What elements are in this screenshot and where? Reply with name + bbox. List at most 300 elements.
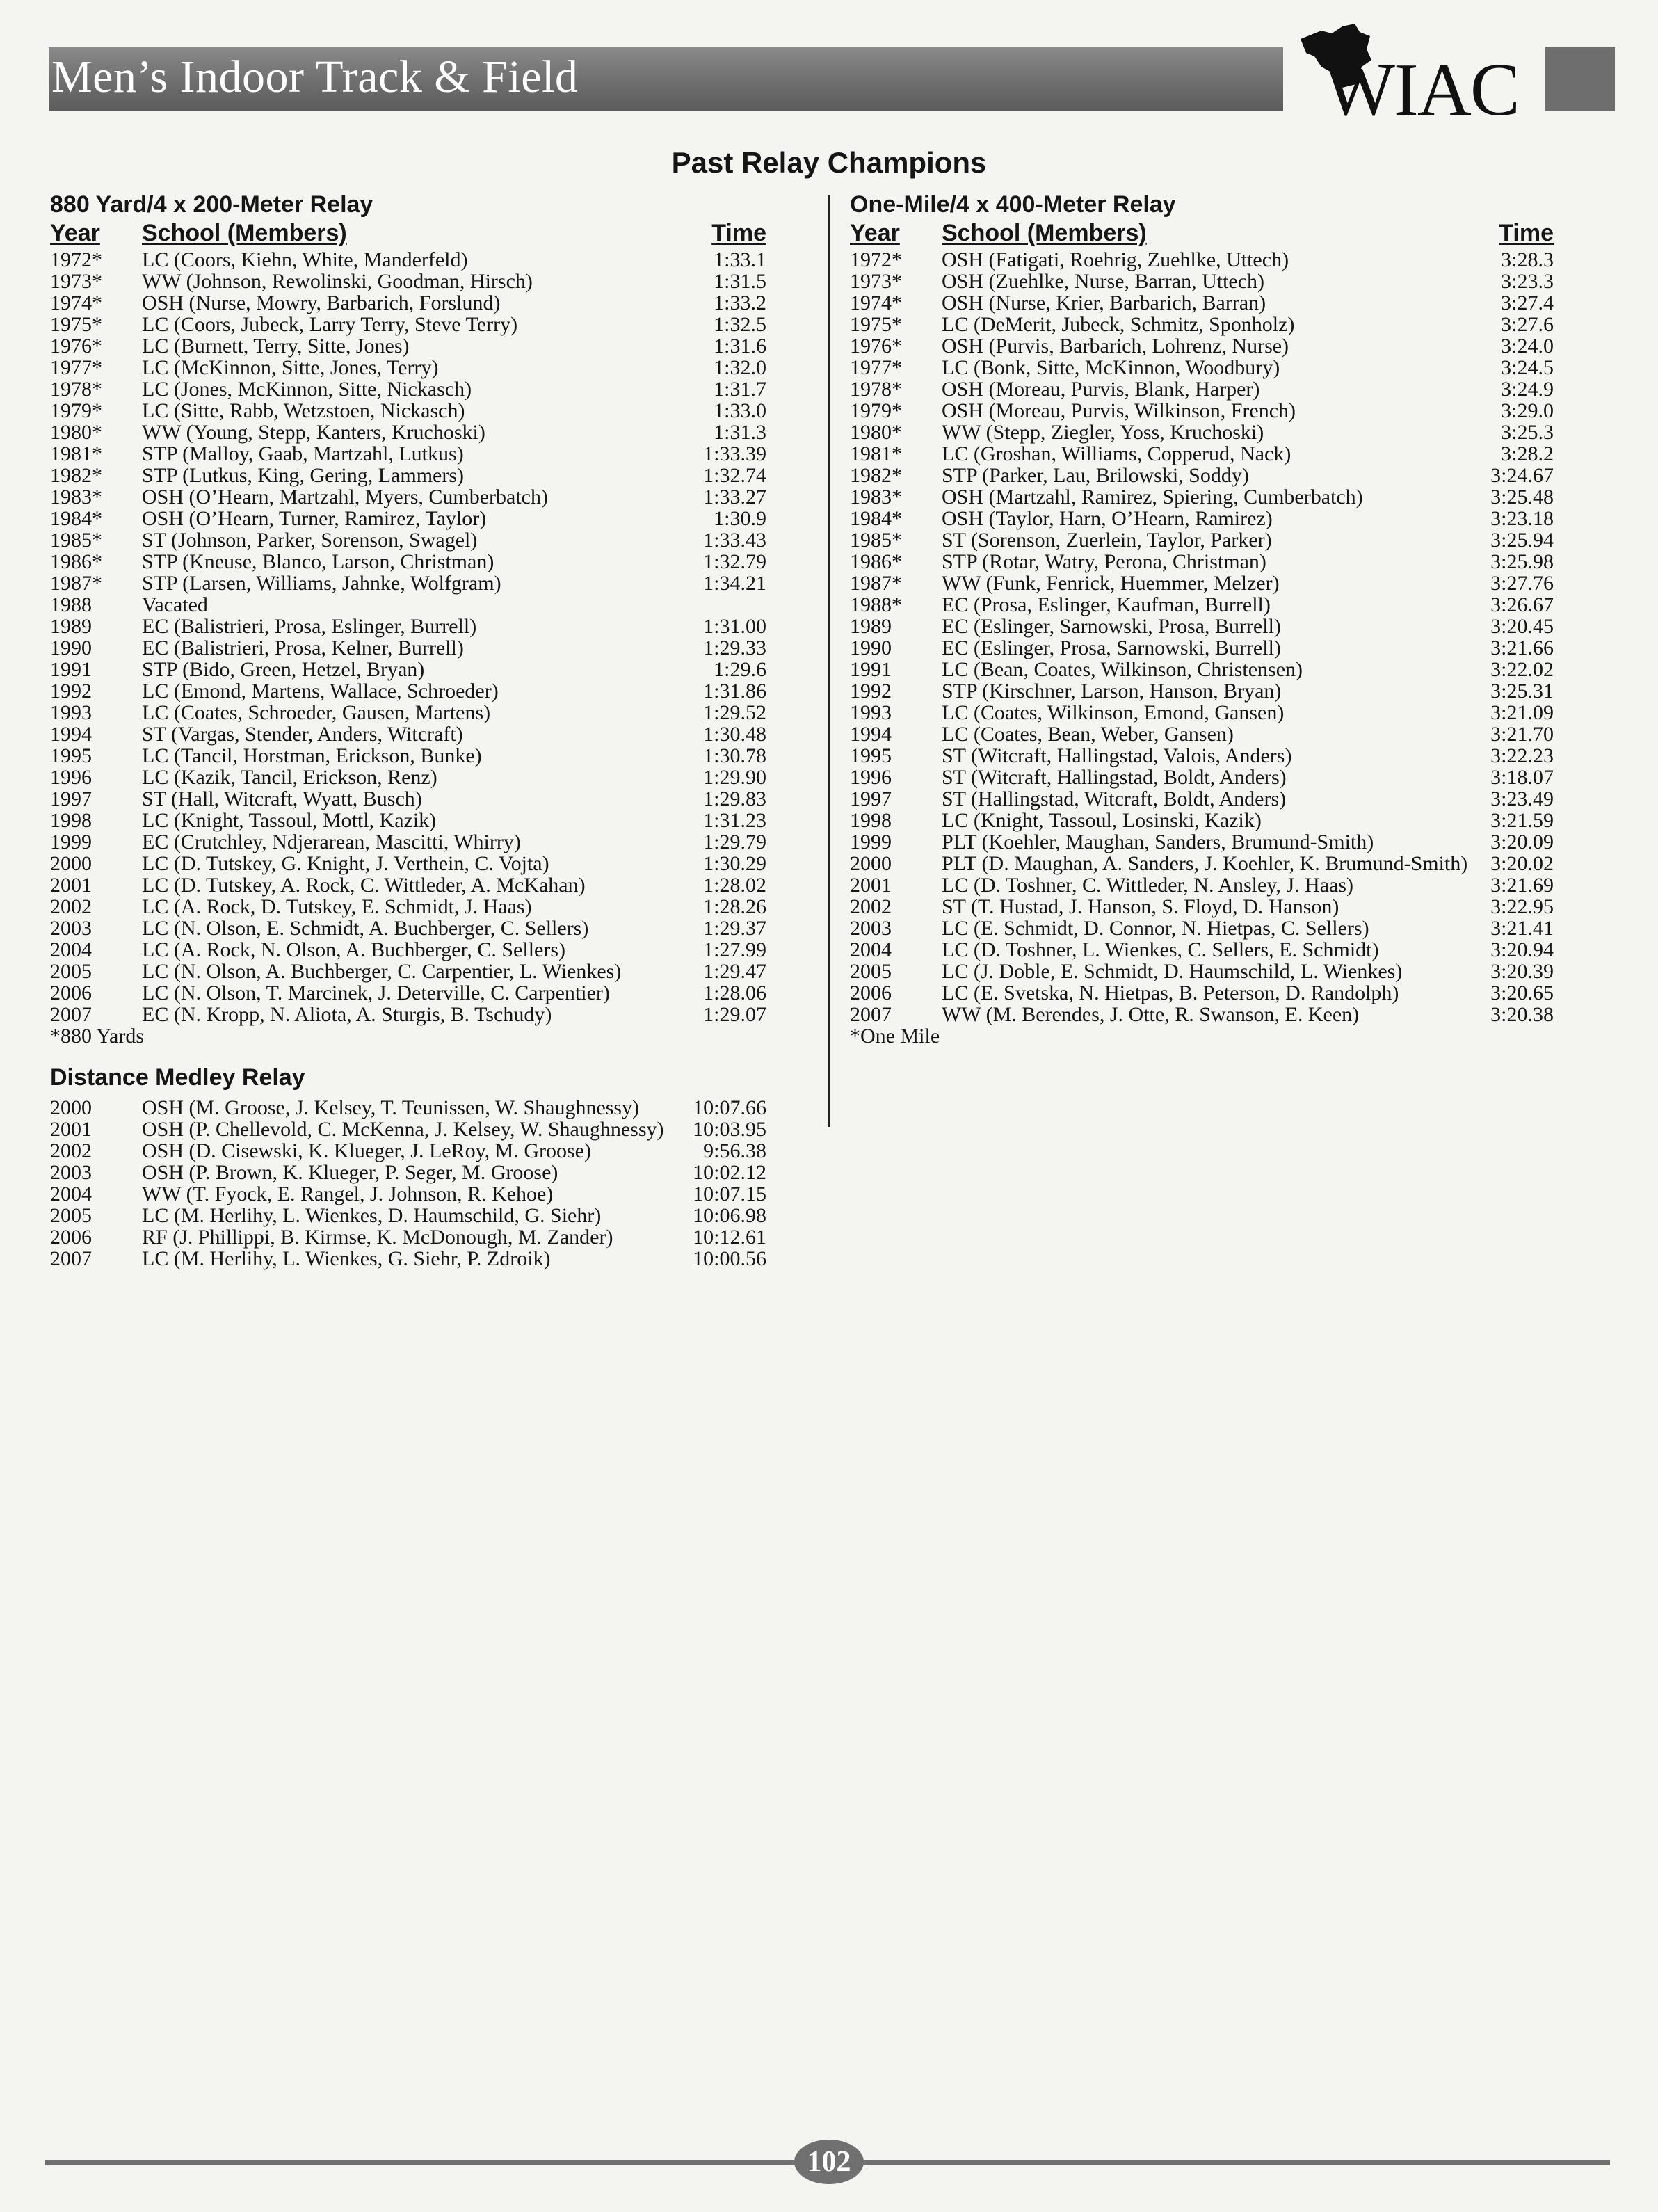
row-time: 1:29.90 — [703, 766, 766, 789]
row-school: LC (Emond, Martens, Wallace, Schroeder) — [142, 680, 499, 703]
row-school: EC (Prosa, Eslinger, Kaufman, Burrell) — [942, 593, 1271, 616]
row-year: 1976* — [850, 335, 902, 358]
footnote-200: *880 Yards — [50, 1025, 145, 1048]
row-school: LC (McKinnon, Sitte, Jones, Terry) — [142, 356, 439, 379]
row-year: 2006 — [50, 1226, 92, 1249]
row-year: 1988* — [850, 593, 902, 616]
row-time: 3:20.45 — [1490, 615, 1554, 638]
row-time: 1:31.23 — [703, 809, 766, 832]
row-year: 2002 — [50, 895, 92, 918]
row-year: 2005 — [50, 1204, 92, 1227]
row-year: 1991 — [850, 658, 892, 681]
row-time: 3:26.67 — [1490, 593, 1554, 616]
row-school: WW (Johnson, Rewolinski, Goodman, Hirsch) — [142, 270, 533, 293]
row-school: LC (Tancil, Horstman, Erickson, Bunke) — [142, 744, 482, 767]
table-row — [50, 572, 766, 594]
table-row — [50, 896, 766, 917]
row-school: WW (Young, Stepp, Kanters, Kruchoski) — [142, 421, 485, 444]
table-row — [850, 659, 1554, 680]
row-time: 1:33.27 — [703, 486, 766, 508]
table-row — [50, 335, 766, 357]
table-row — [50, 551, 766, 572]
row-year: 1984* — [850, 507, 902, 530]
row-school: LC (D. Toshner, C. Wittleder, N. Ansley, J. Haas) — [942, 874, 1353, 897]
row-school: ST (Witcraft, Hallingstad, Boldt, Anders) — [942, 766, 1287, 789]
row-time: 3:20.09 — [1490, 831, 1554, 853]
row-school: STP (Rotar, Watry, Perona, Christman) — [942, 550, 1266, 573]
row-time: 3:24.9 — [1501, 378, 1554, 401]
table-row — [50, 314, 766, 335]
row-time: 3:21.41 — [1490, 917, 1554, 940]
section-title-200: 880 Yard/4 x 200-Meter Relay — [50, 191, 373, 218]
row-time: 10:03.95 — [693, 1118, 766, 1141]
table-row — [850, 810, 1554, 831]
table-row — [850, 486, 1554, 508]
row-school: STP (Parker, Lau, Brilowski, Soddy) — [942, 464, 1249, 487]
row-year: 1976* — [50, 335, 102, 358]
row-year: 1997 — [50, 787, 92, 810]
row-time: 1:29.47 — [703, 960, 766, 983]
row-year: 1982* — [850, 464, 902, 487]
row-year: 2003 — [50, 1161, 92, 1184]
row-time: 1:30.48 — [703, 723, 766, 746]
table-row — [850, 508, 1554, 529]
row-school: LC (N. Olson, A. Buchberger, C. Carpentier, L. Wienkes) — [142, 960, 622, 983]
row-year: 1984* — [50, 507, 102, 530]
row-year: 1999 — [850, 831, 892, 853]
table-header-400 — [850, 220, 1554, 249]
table-row — [50, 357, 766, 378]
row-year: 2002 — [850, 895, 892, 918]
row-time: 3:25.3 — [1501, 421, 1554, 444]
table-row — [850, 314, 1554, 335]
row-time: 1:31.7 — [714, 378, 766, 401]
row-school: ST (Hall, Witcraft, Wyatt, Busch) — [142, 787, 422, 810]
row-school: ST (T. Hustad, J. Hanson, S. Floyd, D. Hanson) — [942, 895, 1339, 918]
row-year: 1981* — [50, 442, 102, 465]
row-school: WW (T. Fyock, E. Rangel, J. Johnson, R. Kehoe) — [142, 1183, 554, 1205]
row-year: 1985* — [50, 529, 102, 552]
row-year: 1981* — [850, 442, 902, 465]
row-year: 1977* — [50, 356, 102, 379]
row-time: 3:29.0 — [1501, 399, 1554, 422]
row-school: EC (Balistrieri, Prosa, Eslinger, Burrell) — [142, 615, 477, 638]
row-time: 3:25.94 — [1490, 529, 1554, 552]
row-year: 1999 — [50, 831, 92, 853]
table-row — [50, 594, 766, 616]
row-time: 1:31.6 — [714, 335, 766, 358]
row-school: OSH (Taylor, Harn, O’Hearn, Ramirez) — [942, 507, 1273, 530]
table-row — [50, 1119, 766, 1140]
row-school: OSH (Nurse, Mowry, Barbarich, Forslund) — [142, 291, 501, 314]
table-row — [850, 917, 1554, 939]
table-dmr — [50, 1097, 766, 1269]
table-row — [850, 637, 1554, 659]
row-time: 1:33.39 — [703, 442, 766, 465]
table-row — [850, 572, 1554, 594]
row-time: 3:20.65 — [1490, 981, 1554, 1004]
row-year: 2006 — [50, 981, 92, 1004]
row-school: LC (E. Svetska, N. Hietpas, B. Peterson, D. Randolph) — [942, 981, 1399, 1004]
row-school: OSH (Fatigati, Roehrig, Zuehlke, Uttech) — [942, 248, 1289, 271]
row-time: 10:00.56 — [693, 1247, 766, 1270]
row-time: 1:30.78 — [703, 744, 766, 767]
row-time: 3:23.3 — [1501, 270, 1554, 293]
table-row — [850, 249, 1554, 271]
table-row — [850, 745, 1554, 767]
table-row — [850, 357, 1554, 378]
header-time: Time — [1499, 220, 1554, 246]
row-time: 3:20.94 — [1490, 938, 1554, 961]
table-row — [850, 702, 1554, 723]
row-time: 1:30.29 — [703, 852, 766, 875]
row-school: OSH (D. Cisewski, K. Klueger, J. LeRoy, M. Groose) — [142, 1139, 591, 1162]
row-time: 10:12.61 — [693, 1226, 766, 1249]
table-row — [50, 1140, 766, 1162]
row-time: 1:33.0 — [714, 399, 766, 422]
table-row — [850, 982, 1554, 1004]
row-school: LC (D. Toshner, L. Wienkes, C. Sellers, E. Schmidt) — [942, 938, 1379, 961]
table-row — [50, 1205, 766, 1226]
row-time: 3:27.6 — [1501, 313, 1554, 336]
row-year: 1973* — [50, 270, 102, 293]
row-school: LC (DeMerit, Jubeck, Schmitz, Sponholz) — [942, 313, 1295, 336]
row-time: 3:24.5 — [1501, 356, 1554, 379]
row-school: LC (E. Schmidt, D. Connor, N. Hietpas, C. Sellers) — [942, 917, 1369, 940]
row-time: 1:30.9 — [714, 507, 766, 530]
row-year: 1983* — [50, 486, 102, 508]
table-row — [50, 982, 766, 1004]
row-time: 1:32.74 — [703, 464, 766, 487]
section-title-400: One-Mile/4 x 400-Meter Relay — [850, 191, 1176, 218]
row-year: 1974* — [850, 291, 902, 314]
row-time: 3:21.69 — [1490, 874, 1554, 897]
row-school: WW (Stepp, Ziegler, Yoss, Kruchoski) — [942, 421, 1264, 444]
right-column — [850, 189, 1554, 1047]
table-row — [50, 378, 766, 400]
table-row — [50, 939, 766, 961]
row-school: ST (Hallingstad, Witcraft, Boldt, Anders) — [942, 787, 1287, 810]
table-row — [850, 896, 1554, 917]
row-school: LC (J. Doble, E. Schmidt, D. Haumschild, L. Wienkes) — [942, 960, 1403, 983]
row-time: 1:32.79 — [703, 550, 766, 573]
table-row — [850, 292, 1554, 314]
table-row — [850, 788, 1554, 810]
row-time: 1:32.0 — [714, 356, 766, 379]
row-year: 1983* — [850, 486, 902, 508]
row-year: 1989 — [850, 615, 892, 638]
row-time: 3:23.49 — [1490, 787, 1554, 810]
table-row — [850, 422, 1554, 443]
table-row — [850, 400, 1554, 422]
table-row — [50, 1226, 766, 1248]
row-time: 1:31.3 — [714, 421, 766, 444]
table-row — [850, 465, 1554, 486]
row-school: LC (D. Tutskey, A. Rock, C. Wittleder, A. McKahan) — [142, 874, 586, 897]
table-row — [850, 680, 1554, 702]
table-row — [50, 1248, 766, 1269]
table-row — [50, 1097, 766, 1119]
table-row — [50, 788, 766, 810]
row-time: 3:20.39 — [1490, 960, 1554, 983]
row-time: 3:21.09 — [1490, 701, 1554, 724]
row-year: 1985* — [850, 529, 902, 552]
row-school: OSH (O’Hearn, Martzahl, Myers, Cumberbatch) — [142, 486, 548, 508]
row-year: 2001 — [50, 874, 92, 897]
row-time: 3:21.66 — [1490, 636, 1554, 659]
header-banner-end — [1545, 47, 1615, 111]
row-school: STP (Bido, Green, Hetzel, Bryan) — [142, 658, 425, 681]
row-school: LC (N. Olson, E. Schmidt, A. Buchberger, C. Sellers) — [142, 917, 589, 940]
row-school: LC (A. Rock, N. Olson, A. Buchberger, C. Sellers) — [142, 938, 566, 961]
row-time: 1:28.26 — [703, 895, 766, 918]
row-time: 10:07.15 — [693, 1183, 766, 1205]
row-year: 1980* — [50, 421, 102, 444]
row-time: 9:56.38 — [703, 1139, 766, 1162]
table-row — [50, 465, 766, 486]
row-year: 1986* — [50, 550, 102, 573]
row-year: 1995 — [850, 744, 892, 767]
row-year: 1973* — [850, 270, 902, 293]
row-time: 1:31.00 — [703, 615, 766, 638]
row-year: 2006 — [850, 981, 892, 1004]
page-header-title: Men’s Indoor Track & Field — [51, 51, 579, 102]
table-row — [850, 1004, 1554, 1025]
row-year: 1993 — [850, 701, 892, 724]
row-school: ST (Witcraft, Hallingstad, Valois, Anders) — [942, 744, 1292, 767]
row-year: 2007 — [850, 1003, 892, 1026]
row-school: STP (Lutkus, King, Gering, Lammers) — [142, 464, 464, 487]
row-year: 2007 — [50, 1003, 92, 1026]
row-year: 1994 — [850, 723, 892, 746]
table-row — [50, 680, 766, 702]
row-year: 1998 — [50, 809, 92, 832]
row-year: 1988 — [50, 593, 92, 616]
row-school: LC (Sitte, Rabb, Wetzstoen, Nickasch) — [142, 399, 465, 422]
section-title-dmr: Distance Medley Relay — [50, 1064, 305, 1091]
table-row — [850, 616, 1554, 637]
row-year: 1987* — [850, 572, 902, 595]
row-time: 1:33.2 — [714, 291, 766, 314]
row-year: 1977* — [850, 356, 902, 379]
row-time: 1:29.83 — [703, 787, 766, 810]
row-year: 1995 — [50, 744, 92, 767]
row-year: 2000 — [50, 852, 92, 875]
table-row — [50, 659, 766, 680]
row-year: 1979* — [50, 399, 102, 422]
table-row — [50, 917, 766, 939]
table-row — [50, 292, 766, 314]
row-time: 3:20.02 — [1490, 852, 1554, 875]
row-year: 1980* — [850, 421, 902, 444]
row-time: 1:29.07 — [703, 1003, 766, 1026]
row-year: 2000 — [50, 1096, 92, 1119]
row-school: EC (Crutchley, Ndjerarean, Mascitti, Whirry) — [142, 831, 521, 853]
row-time: 1:29.6 — [714, 658, 766, 681]
row-school: LC (Coors, Jubeck, Larry Terry, Steve Terry) — [142, 313, 518, 336]
row-school: STP (Kneuse, Blanco, Larson, Christman) — [142, 550, 494, 573]
table-row — [850, 767, 1554, 788]
row-school: EC (N. Kropp, N. Aliota, A. Sturgis, B. Tschudy) — [142, 1003, 552, 1026]
table-row — [50, 745, 766, 767]
table-row — [850, 378, 1554, 400]
table-row — [850, 853, 1554, 874]
row-time: 10:02.12 — [693, 1161, 766, 1184]
row-time: 10:07.66 — [693, 1096, 766, 1119]
row-year: 2007 — [50, 1247, 92, 1270]
table-row — [50, 702, 766, 723]
table-row — [850, 723, 1554, 745]
row-time: 1:31.5 — [714, 270, 766, 293]
row-year: 1974* — [50, 291, 102, 314]
row-school: LC (M. Herlihy, L. Wienkes, G. Siehr, P. Zdroik) — [142, 1247, 551, 1270]
row-school: LC (Coates, Wilkinson, Emond, Gansen) — [942, 701, 1285, 724]
row-year: 2001 — [50, 1118, 92, 1141]
row-year: 1991 — [50, 658, 92, 681]
logo-text: WIAC — [1324, 49, 1519, 131]
row-year: 1997 — [850, 787, 892, 810]
row-time: 3:24.67 — [1490, 464, 1554, 487]
row-school: LC (Coates, Schroeder, Gausen, Martens) — [142, 701, 491, 724]
row-year: 1972* — [850, 248, 902, 271]
left-column — [50, 189, 766, 1269]
row-time: 10:06.98 — [693, 1204, 766, 1227]
table-row — [50, 1183, 766, 1205]
row-year: 1993 — [50, 701, 92, 724]
row-school: PLT (D. Maughan, A. Sanders, J. Koehler, K. Brumund-Smith) — [942, 852, 1468, 875]
row-year: 1972* — [50, 248, 102, 271]
row-time: 3:28.3 — [1501, 248, 1554, 271]
header-year: Year — [50, 220, 100, 246]
row-year: 1990 — [50, 636, 92, 659]
row-time: 3:22.95 — [1490, 895, 1554, 918]
row-time: 3:25.31 — [1490, 680, 1554, 703]
row-time: 3:23.18 — [1490, 507, 1554, 530]
row-school: LC (D. Tutskey, G. Knight, J. Verthein, C. Vojta) — [142, 852, 549, 875]
table-row — [50, 443, 766, 465]
row-school: LC (Jones, McKinnon, Sitte, Nickasch) — [142, 378, 472, 401]
header-school: School (Members) — [942, 220, 1147, 246]
row-school: LC (Coates, Bean, Weber, Gansen) — [942, 723, 1234, 746]
row-school: OSH (Moreau, Purvis, Wilkinson, French) — [942, 399, 1296, 422]
table-row — [850, 831, 1554, 853]
row-school: STP (Larsen, Williams, Jahnke, Wolfgram) — [142, 572, 501, 595]
row-year: 2003 — [850, 917, 892, 940]
table-row — [50, 810, 766, 831]
row-year: 1975* — [50, 313, 102, 336]
table-row — [50, 422, 766, 443]
table-row — [50, 529, 766, 551]
header-time: Time — [711, 220, 766, 246]
row-school: LC (Bean, Coates, Wilkinson, Christensen) — [942, 658, 1303, 681]
row-school: WW (M. Berendes, J. Otte, R. Swanson, E. Keen) — [942, 1003, 1360, 1026]
row-year: 1987* — [50, 572, 102, 595]
row-school: PLT (Koehler, Maughan, Sanders, Brumund-Smith) — [942, 831, 1374, 853]
row-school: LC (Kazik, Tancil, Erickson, Renz) — [142, 766, 437, 789]
table-row — [850, 529, 1554, 551]
table-row — [50, 874, 766, 896]
row-time: 1:28.02 — [703, 874, 766, 897]
row-school: OSH (P. Brown, K. Klueger, P. Seger, M. Groose) — [142, 1161, 558, 1184]
row-year: 2000 — [850, 852, 892, 875]
row-year: 2004 — [850, 938, 892, 961]
row-time: 3:27.76 — [1490, 572, 1554, 595]
table-row — [50, 723, 766, 745]
row-time: 1:34.21 — [703, 572, 766, 595]
row-year: 1996 — [50, 766, 92, 789]
row-school: EC (Eslinger, Prosa, Sarnowski, Burrell) — [942, 636, 1281, 659]
row-year: 2005 — [850, 960, 892, 983]
row-time: 1:31.86 — [703, 680, 766, 703]
row-school: LC (Bonk, Sitte, McKinnon, Woodbury) — [942, 356, 1280, 379]
row-school: OSH (P. Chellevold, C. McKenna, J. Kelsey, W. Shaughnessy) — [142, 1118, 664, 1141]
row-school: ST (Johnson, Parker, Sorenson, Swagel) — [142, 529, 478, 552]
row-year: 1986* — [850, 550, 902, 573]
row-year: 1989 — [50, 615, 92, 638]
row-year: 2001 — [850, 874, 892, 897]
row-year: 1992 — [850, 680, 892, 703]
header-year: Year — [850, 220, 900, 246]
table-row — [50, 767, 766, 788]
row-time: 3:22.23 — [1490, 744, 1554, 767]
page-number: 102 — [794, 2140, 864, 2184]
table-row — [50, 249, 766, 271]
row-school: OSH (Purvis, Barbarich, Lohrenz, Nurse) — [942, 335, 1289, 358]
row-time: 1:28.06 — [703, 981, 766, 1004]
row-year: 1982* — [50, 464, 102, 487]
table-row — [850, 271, 1554, 292]
row-time: 3:22.02 — [1490, 658, 1554, 681]
row-year: 1998 — [850, 809, 892, 832]
row-time: 3:20.38 — [1490, 1003, 1554, 1026]
table-row — [50, 400, 766, 422]
table-row — [50, 831, 766, 853]
table-row — [50, 637, 766, 659]
row-school: OSH (O’Hearn, Turner, Ramirez, Taylor) — [142, 507, 487, 530]
wiac-logo — [1294, 18, 1544, 129]
row-school: OSH (Nurse, Krier, Barbarich, Barran) — [942, 291, 1266, 314]
row-school: LC (Knight, Tassoul, Losinski, Kazik) — [942, 809, 1262, 832]
row-school: LC (Groshan, Williams, Copperud, Nack) — [942, 442, 1291, 465]
table-row — [850, 551, 1554, 572]
row-school: ST (Sorenson, Zuerlein, Taylor, Parker) — [942, 529, 1272, 552]
row-school: EC (Eslinger, Sarnowski, Prosa, Burrell) — [942, 615, 1281, 638]
table-row — [50, 616, 766, 637]
row-school: LC (N. Olson, T. Marcinek, J. Deterville, C. Carpentier) — [142, 981, 610, 1004]
row-year: 2003 — [50, 917, 92, 940]
row-school: RF (J. Phillippi, B. Kirmse, K. McDonough, M. Zander) — [142, 1226, 613, 1249]
row-time: 1:29.79 — [703, 831, 766, 853]
row-school: Vacated — [142, 593, 208, 616]
table-row — [850, 335, 1554, 357]
row-time: 3:27.4 — [1501, 291, 1554, 314]
row-school: WW (Funk, Fenrick, Huemmer, Melzer) — [942, 572, 1280, 595]
header-school: School (Members) — [142, 220, 347, 246]
row-time: 3:24.0 — [1501, 335, 1554, 358]
row-year: 1994 — [50, 723, 92, 746]
row-school: STP (Kirschner, Larson, Hanson, Bryan) — [942, 680, 1282, 703]
row-year: 1996 — [850, 766, 892, 789]
row-school: LC (A. Rock, D. Tutskey, E. Schmidt, J. Haas) — [142, 895, 532, 918]
row-year: 1992 — [50, 680, 92, 703]
row-school: LC (Coors, Kiehn, White, Manderfeld) — [142, 248, 468, 271]
column-divider — [828, 195, 830, 1127]
row-year: 2004 — [50, 1183, 92, 1205]
table-400 — [850, 249, 1554, 1025]
row-school: OSH (M. Groose, J. Kelsey, T. Teunissen, W. Shaughnessy) — [142, 1096, 640, 1119]
row-year: 1978* — [50, 378, 102, 401]
row-school: STP (Malloy, Gaab, Martzahl, Lutkus) — [142, 442, 464, 465]
